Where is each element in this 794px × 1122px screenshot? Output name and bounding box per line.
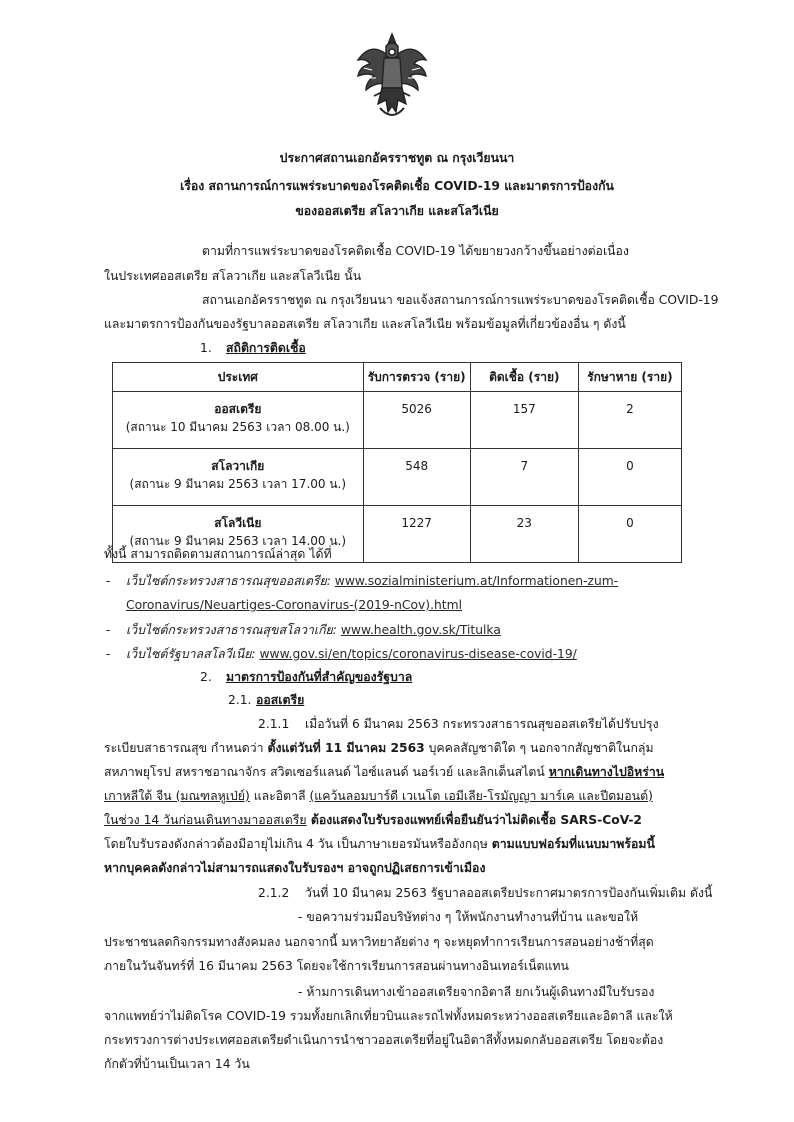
subject-line-1: เรื่อง สถานการณ์การแพร่ระบาดของโรคติดเชื้อ COVID-19 และมาตรการป้องกัน	[180, 179, 614, 193]
bullet-2-line-3: กระทรวงการต่างประเทศออสเตรียดำเนินการนำชาวออสเตรียที่อยู่ในอิตาลีทั้งหมดกลับออสเตรีย โดยจะต้อง	[104, 1033, 664, 1047]
para-2-1-1-line-7: หากบุคคลดังกล่าวไม่สามารถแสดงใบรับรองฯ อาจถูกปฏิเสธการเข้าเมือง	[104, 861, 486, 875]
country-cell	[113, 392, 364, 449]
section-2-title: มาตรการป้องกันที่สำคัญของรัฐบาล	[226, 670, 413, 684]
para-text: เมื่อวันที่ 6 มีนาคม 2563 กระทรวงสาธารณสุขออสเตรียได้ปรับปรุง	[304, 717, 659, 731]
bullet-1-line-2: ประชาชนลดกิจกรรมทางสังคมลง นอกจากนี้ มหาวิทยาลัยต่าง ๆ จะหยุดทำการเรียนการสอนอย่างช้าที่สุด	[104, 935, 654, 949]
infected-cell: 23	[470, 506, 578, 563]
subject-line-2: ของออสเตรีย สโลวาเกีย และสโลวีเนีย	[295, 204, 499, 218]
para-text: สหภาพยุโรป สหราชอาณาจักร สวิตเซอร์แลนด์ ไอซ์แลนด์ นอร์เวย์ และลิกเต็นสไตน์	[104, 765, 549, 779]
country-cell	[113, 449, 364, 506]
table-row	[113, 392, 682, 449]
para-2-1-1-line-3	[104, 764, 664, 780]
header-tested: รับการตรวจ (ราย)	[363, 363, 470, 392]
link-bullet: -	[106, 623, 111, 637]
para-number: 2.1.2	[258, 886, 290, 900]
status-note: (สถานะ 9 มีนาคม 2563 เวลา 14.00 น.)	[129, 534, 347, 548]
table-row	[113, 449, 682, 506]
para-2-1-1-line-1	[258, 716, 659, 732]
intro-paragraph-1-line-2: ในประเทศออสเตรีย สโลวาเกีย และสโลวีเนีย นั้น	[104, 269, 362, 283]
country-name: สโลวีเนีย	[214, 516, 262, 530]
country-name: ออสเตรีย	[214, 402, 262, 416]
link-url-austria[interactable]: www.sozialministerium.at/Informationen-zum-	[334, 574, 619, 588]
para-2-1-1-line-2	[104, 740, 654, 756]
link-bullet: -	[106, 647, 111, 661]
link-item-austria	[126, 573, 618, 589]
link-bullet: -	[106, 574, 111, 588]
tested-cell: 1227	[363, 506, 470, 563]
recovered-cell: 0	[578, 449, 681, 506]
para-text-bold: ตามแบบฟอร์มที่แนบมาพร้อมนี้	[491, 837, 655, 851]
bullet-1-line-1: - ขอความร่วมมือบริษัทต่าง ๆ ให้พนักงานทำงานที่บ้าน และขอให้	[298, 910, 639, 924]
para-text-bold: ตั้งแต่วันที่ 11 มีนาคม 2563	[267, 741, 425, 755]
link-item-slovenia	[126, 646, 577, 662]
bullet-1-line-3: ภายในวันจันทร์ที่ 16 มีนาคม 2563 โดยจะใช้การเรียนการสอนผ่านทางอินเทอร์เน็ตแทน	[104, 959, 569, 973]
link-label: เว็บไซต์รัฐบาลสโลวีเนีย:	[126, 647, 256, 661]
link-item-slovakia	[126, 622, 501, 638]
section-1-title: สถิติการติดเชื้อ	[226, 341, 306, 355]
para-text: บุคคลสัญชาติใด ๆ นอกจากสัญชาติในกลุ่ม	[424, 741, 654, 755]
table-header-row	[113, 363, 682, 392]
link-url-slovenia[interactable]: www.gov.si/en/topics/coronavirus-disease-covid-19/	[259, 647, 577, 661]
infected-cell: 157	[470, 392, 578, 449]
header-recovered: รักษาหาย (ราย)	[578, 363, 681, 392]
link-url-austria-cont[interactable]: Coronavirus/Neuartiges-Coronavirus-(2019-nCov).html	[126, 598, 463, 612]
tested-cell: 5026	[363, 392, 470, 449]
link-url-slovakia[interactable]: www.health.gov.sk/Titulka	[340, 623, 501, 637]
intro-paragraph-2-line-1: สถานเอกอัครราชทูต ณ กรุงเวียนนา ขอแจ้งสถานการณ์การแพร่ระบาดของโรคติดเชื้อ COVID-19	[202, 293, 719, 307]
recovered-cell: 0	[578, 506, 681, 563]
para-2-1-1-line-6	[104, 836, 655, 852]
section-1-number: 1.	[200, 341, 212, 355]
status-note: (สถานะ 9 มีนาคม 2563 เวลา 17.00 น.)	[129, 477, 347, 491]
subsection-2-1-number: 2.1.	[228, 693, 252, 707]
para-text-bold: หากเดินทางไปอิหร่าน	[548, 765, 665, 779]
para-text: โดยใบรับรองดังกล่าวต้องมีอายุไม่เกิน 4 วัน เป็นภาษาเยอรมันหรืออังกฤษ	[104, 837, 492, 851]
link-label: เว็บไซต์กระทรวงสาธารณสุขสโลวาเกีย:	[126, 623, 337, 637]
garuda-emblem-icon	[352, 30, 432, 122]
para-text-underline: (แคว้นลอมบาร์ดี เวเนโต เอมีเลีย-โรมัญญา มาร์เค และปีดมอนต์)	[309, 789, 653, 803]
intro-paragraph-1-line-1: ตามที่การแพร่ระบาดของโรคติดเชื้อ COVID-19 ได้ขยายวงกว้างขึ้นอย่างต่อเนื่อง	[202, 244, 629, 258]
recovered-cell: 2	[578, 392, 681, 449]
section-2-number: 2.	[200, 670, 212, 684]
para-text-bold: ต้องแสดงใบรับรองแพทย์เพื่อยืนยันว่าไม่ติดเชื้อ SARS-CoV-2	[306, 813, 642, 827]
bullet-2-line-1: - ห้ามการเดินทางเข้าออสเตรียจากอิตาลี ยกเว้นผู้เดินทางมีใบรับรอง	[298, 985, 655, 999]
link-label: เว็บไซต์กระทรวงสาธารณสุขออสเตรีย:	[126, 574, 331, 588]
subsection-2-1-title: ออสเตรีย	[256, 693, 305, 707]
country-name: สโลวาเกีย	[211, 459, 265, 473]
infected-cell: 7	[470, 449, 578, 506]
para-text: ระเบียบสาธารณสุข กำหนดว่า	[104, 741, 268, 755]
bullet-2-line-4: กักตัวที่บ้านเป็นเวลา 14 วัน	[104, 1057, 250, 1071]
para-text-underline: ในช่วง 14 วันก่อนเดินทางมาออสเตรีย	[104, 813, 307, 827]
para-text: และอิตาลี	[249, 789, 310, 803]
para-2-1-1-line-4	[104, 788, 653, 804]
announcement-title: ประกาศสถานเอกอัครราชทูต ณ กรุงเวียนนา	[279, 151, 515, 165]
infection-stats-table	[112, 362, 682, 563]
follow-text: ทั้งนี้ สามารถติดตามสถานการณ์ล่าสุด ได้ที่	[104, 547, 332, 561]
para-number: 2.1.1	[258, 717, 290, 731]
header-infected: ติดเชื้อ (ราย)	[470, 363, 578, 392]
para-text: วันที่ 10 มีนาคม 2563 รัฐบาลออสเตรียประกาศมาตรการป้องกันเพิ่มเติม ดังนี้	[304, 886, 713, 900]
intro-paragraph-2-line-2: และมาตรการป้องกันของรัฐบาลออสเตรีย สโลวาเกีย และสโลวีเนีย พร้อมข้อมูลที่เกี่ยวข้องอื่น ๆ ดังนี้	[104, 317, 626, 331]
bullet-2-line-2: จากแพทย์ว่าไม่ติดโรค COVID-19 รวมทั้งยกเลิกเที่ยวบินและรถไฟทั้งหมดระหว่างออสเตรียและอิตาลี และให้	[104, 1009, 673, 1023]
para-text-underline: เกาหลีใต้ จีน (มณฑลหูเป่ย์)	[104, 789, 250, 803]
tested-cell: 548	[363, 449, 470, 506]
header-country: ประเทศ	[113, 363, 364, 392]
para-2-1-1-line-5	[104, 812, 642, 828]
para-2-1-2-line-1	[258, 885, 712, 901]
status-note: (สถานะ 10 มีนาคม 2563 เวลา 08.00 น.)	[125, 420, 350, 434]
